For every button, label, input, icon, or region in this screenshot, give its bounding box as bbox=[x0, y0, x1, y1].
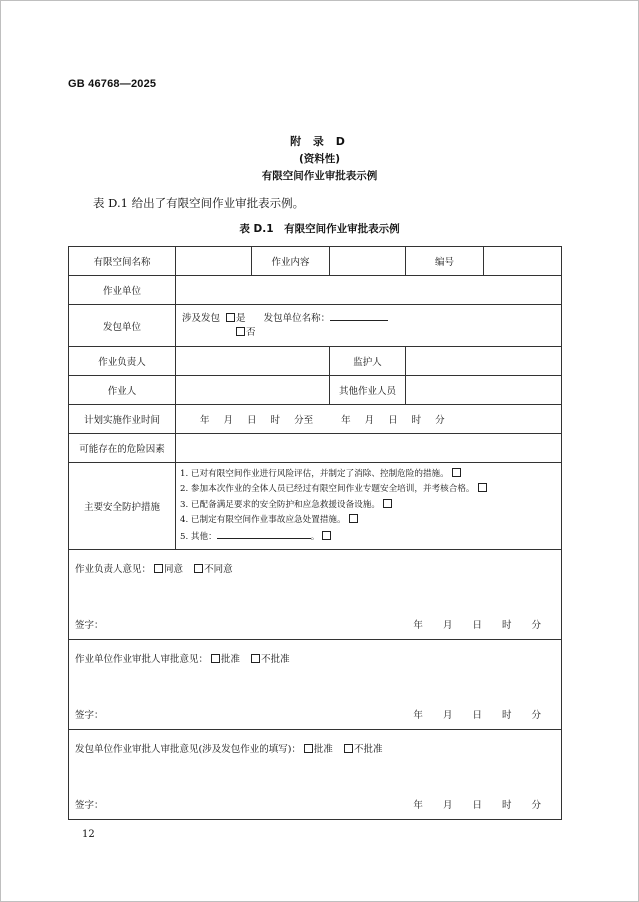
contract-unit-cell bbox=[176, 305, 562, 347]
measure-5-checkbox[interactable] bbox=[322, 531, 331, 540]
no-checkbox[interactable] bbox=[236, 327, 245, 336]
table-row bbox=[69, 463, 562, 550]
contract-unit-name-input[interactable] bbox=[330, 311, 388, 321]
work-unit-approval-cell bbox=[69, 640, 562, 730]
other-measure-input[interactable] bbox=[217, 529, 311, 539]
hazards-field[interactable] bbox=[176, 434, 562, 463]
planned-time-field[interactable] bbox=[176, 405, 562, 434]
time-unit-day: 日 bbox=[247, 415, 257, 426]
approve-checkbox[interactable] bbox=[211, 654, 220, 663]
table-row bbox=[69, 305, 562, 347]
table-row bbox=[69, 247, 562, 276]
contract-unit-label: 发包单位 bbox=[69, 305, 176, 347]
contract-unit-approval-cell bbox=[69, 730, 562, 820]
table-row bbox=[69, 640, 562, 730]
time-unit-day: 日 bbox=[388, 415, 398, 426]
supervisor-in-charge-field[interactable] bbox=[176, 347, 330, 376]
subcontract-label: 涉及发包 bbox=[182, 313, 221, 324]
yes-checkbox[interactable] bbox=[226, 313, 235, 322]
disagree-checkbox[interactable] bbox=[194, 564, 203, 573]
list-item: 2. 参加本次作业的全体人员已经过有限空间作业专题安全培训，并考核合格。 bbox=[180, 482, 555, 498]
time-unit-month: 月 bbox=[364, 415, 375, 426]
table-row bbox=[69, 405, 562, 434]
list-item: 1. 已对有限空间作业进行风险评估，并制定了消除、控制危险的措施。 bbox=[180, 467, 555, 483]
number-label: 编号 bbox=[406, 247, 484, 276]
guardian-field[interactable] bbox=[406, 347, 562, 376]
page-number: 12 bbox=[82, 829, 95, 840]
no-option-label: 否 bbox=[246, 327, 256, 338]
safety-measures-list bbox=[176, 463, 562, 550]
time-unit-hour: 时 bbox=[411, 415, 422, 426]
reject-checkbox[interactable] bbox=[251, 654, 260, 663]
supervisor-in-charge-label: 作业负责人 bbox=[69, 347, 176, 376]
table-row bbox=[69, 434, 562, 463]
time-unit-minute-to: 分至 bbox=[294, 415, 314, 426]
appendix-name: 有限空间作业审批表示例 bbox=[261, 170, 378, 182]
other-workers-field[interactable] bbox=[406, 376, 562, 405]
agree-checkbox[interactable] bbox=[154, 564, 163, 573]
sign-label: 签字： bbox=[75, 620, 104, 631]
table-row bbox=[69, 376, 562, 405]
planned-time-label: 计划实施作业时间 bbox=[69, 405, 176, 434]
supervisor-opinion-cell bbox=[69, 550, 562, 640]
guardian-label: 监护人 bbox=[330, 347, 406, 376]
appendix-nature: (资料性) bbox=[298, 153, 341, 165]
date-field[interactable]: 年 月 日 时 分 bbox=[413, 620, 541, 631]
worker-label: 作业人 bbox=[69, 376, 176, 405]
work-content-field[interactable] bbox=[330, 247, 406, 276]
time-unit-hour: 时 bbox=[270, 415, 281, 426]
sign-label: 签字： bbox=[75, 800, 104, 811]
supervisor-opinion-heading: 作业负责人意见： 同意 不同意 bbox=[75, 564, 233, 575]
work-unit-label: 作业单位 bbox=[69, 276, 176, 305]
hazards-label: 可能存在的危险因素 bbox=[69, 434, 176, 463]
table-row bbox=[69, 347, 562, 376]
table-row bbox=[69, 550, 562, 640]
time-unit-month: 月 bbox=[223, 415, 234, 426]
date-field[interactable]: 年 月 日 时 分 bbox=[413, 800, 541, 811]
approval-form-table bbox=[68, 246, 562, 820]
table-row bbox=[69, 276, 562, 305]
safety-measures-label: 主要安全防护措施 bbox=[69, 463, 176, 550]
space-name-field[interactable] bbox=[176, 247, 252, 276]
standard-code: GB 46768—2025 bbox=[68, 78, 157, 90]
contract-unit-name-label: 发包单位名称： bbox=[263, 313, 331, 324]
yes-option-label: 是 bbox=[236, 313, 246, 324]
number-field[interactable] bbox=[484, 247, 562, 276]
list-item: 4. 已制定有限空间作业事故应急处置措施。 bbox=[180, 513, 555, 529]
table-row bbox=[69, 730, 562, 820]
reject-checkbox[interactable] bbox=[344, 744, 353, 753]
date-field[interactable]: 年 月 日 时 分 bbox=[413, 710, 541, 721]
contract-unit-approval-heading: 发包单位作业审批人审批意见(涉及发包作业的填写)： 批准 不批准 bbox=[75, 744, 383, 755]
measure-3-checkbox[interactable] bbox=[383, 499, 392, 508]
work-content-label: 作业内容 bbox=[252, 247, 330, 276]
list-item: 3. 已配备满足要求的安全防护和应急救援设备设施。 bbox=[180, 498, 555, 514]
work-unit-approval-heading: 作业单位作业审批人审批意见： 批准 不批准 bbox=[75, 654, 290, 665]
measure-2-checkbox[interactable] bbox=[478, 483, 487, 492]
table-caption: 表 D.1 有限空间作业审批表示例 bbox=[239, 223, 400, 235]
time-unit-year: 年 bbox=[341, 415, 351, 426]
work-unit-field[interactable] bbox=[176, 276, 562, 305]
measure-4-checkbox[interactable] bbox=[349, 514, 358, 523]
measure-1-checkbox[interactable] bbox=[452, 468, 461, 477]
list-item: 5. 其他： 。 bbox=[180, 529, 555, 546]
intro-text: 表 D.1 给出了有限空间作业审批表示例。 bbox=[93, 196, 305, 210]
other-workers-label: 其他作业人员 bbox=[330, 376, 406, 405]
time-unit-minute: 分 bbox=[435, 415, 445, 426]
approve-checkbox[interactable] bbox=[304, 744, 313, 753]
sign-label: 签字： bbox=[75, 710, 104, 721]
time-unit-year: 年 bbox=[200, 415, 210, 426]
space-name-label: 有限空间名称 bbox=[69, 247, 176, 276]
appendix-title: 附 录 D bbox=[290, 135, 349, 148]
worker-field[interactable] bbox=[176, 376, 330, 405]
